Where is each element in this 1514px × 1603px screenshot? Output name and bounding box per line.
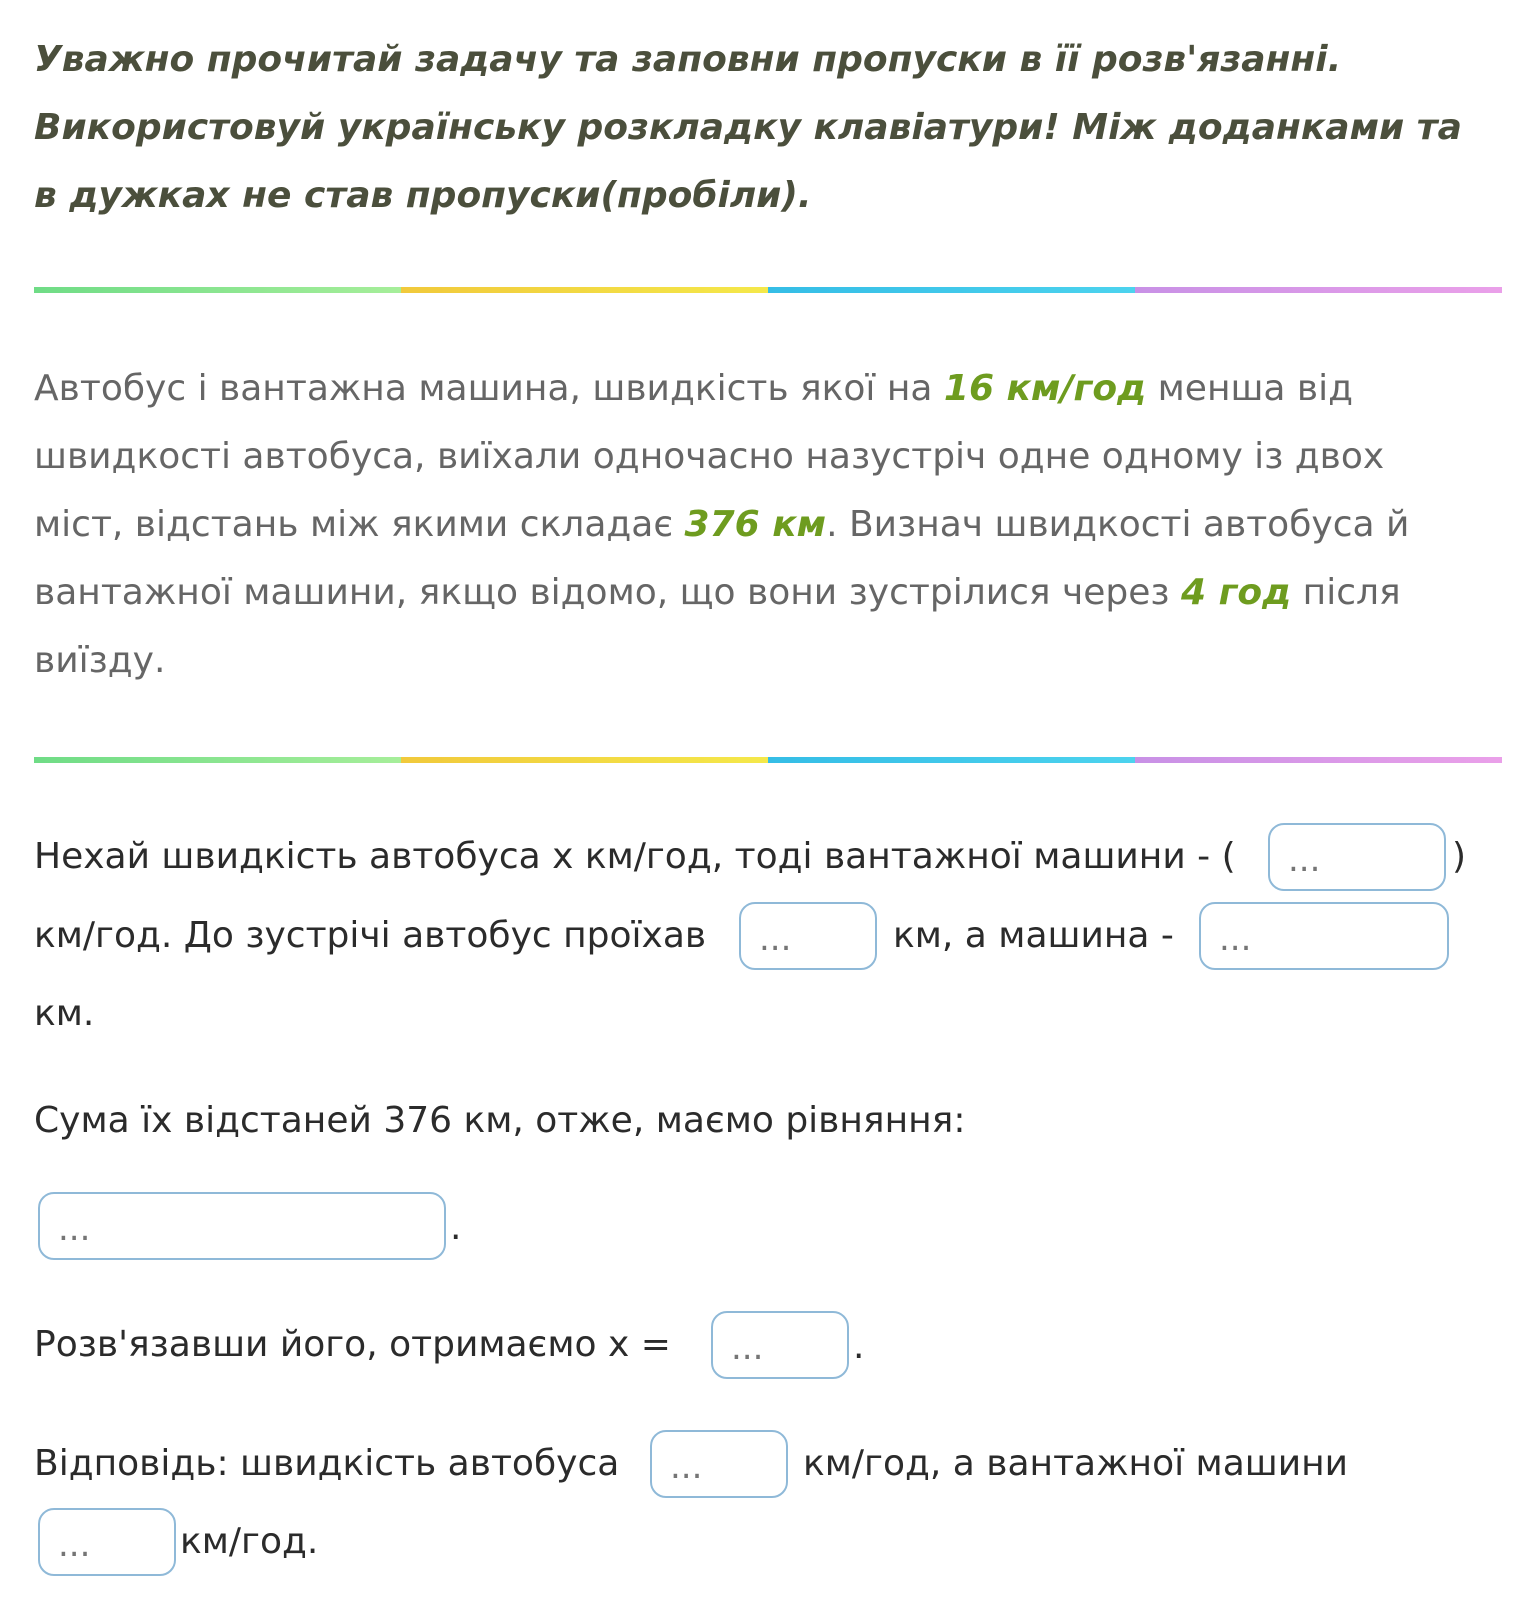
divider-segment	[768, 287, 1135, 293]
color-divider-middle	[34, 757, 1502, 763]
solution-text-1a: Нехай швидкість автобуса x км/год, тоді вантажної машини - (	[34, 836, 1236, 877]
divider-segment	[1135, 757, 1502, 763]
solution-text-7b: км/год, а вантажної машини	[803, 1443, 1349, 1484]
solution-text-2a: км/год. До зустрічі автобус проїхав	[34, 915, 707, 956]
highlight-speed-diff: 16 км/год	[943, 368, 1147, 409]
solution-text-2b: км, а машина -	[893, 915, 1174, 956]
color-divider-top	[34, 287, 1502, 293]
divider-segment	[34, 757, 401, 763]
truck-speed-input[interactable]	[1268, 823, 1446, 891]
problem-part-3: . Визнач швидкості автобуса й вантажної машини, якщо відомо, що вони зустрілися через	[34, 504, 1410, 613]
solution-text-3: км.	[34, 993, 95, 1034]
answer-truck-speed-input[interactable]	[38, 1508, 176, 1576]
problem-text	[34, 355, 1484, 695]
solution-text-4: Сума їх відстаней 376 км, отже, маємо рівняння:	[34, 1100, 966, 1141]
solution-text-1b: )	[1452, 836, 1467, 877]
highlight-time: 4 год	[1181, 572, 1292, 613]
truck-distance-input[interactable]	[1199, 902, 1449, 970]
solution-text-7a: Відповідь: швидкість автобуса	[34, 1443, 620, 1484]
solution-text-5: .	[450, 1207, 462, 1248]
divider-segment	[34, 287, 401, 293]
solution-text-6b: .	[853, 1326, 865, 1367]
bus-distance-input[interactable]	[739, 902, 877, 970]
equation-input[interactable]	[38, 1192, 446, 1260]
solution-text-6a: Розв'язавши його, отримаємо x =	[34, 1324, 671, 1365]
divider-segment	[768, 757, 1135, 763]
problem-part-4: після виїзду.	[34, 572, 1401, 681]
x-value-input[interactable]	[711, 1311, 849, 1379]
highlight-distance: 376 км	[684, 504, 827, 545]
answer-bus-speed-input[interactable]	[650, 1430, 788, 1498]
divider-segment	[401, 757, 768, 763]
problem-part-1: Автобус і вантажна машина, швидкість якої на	[34, 368, 944, 409]
problem-part-2: менша від швидкості автобуса, виїхали одночасно назустріч одне одному із двох міст, відстань між якими складає	[34, 368, 1385, 545]
divider-segment	[401, 287, 768, 293]
instructions-text: Уважно прочитай задачу та заповни пропуски в її розв'язанні. Використовуй українську розкладку клавіатури! Між доданками та в дужках не став пропуски(пробіли).	[34, 39, 1462, 216]
divider-segment	[1135, 287, 1502, 293]
solution-text-8: км/год.	[180, 1521, 319, 1562]
